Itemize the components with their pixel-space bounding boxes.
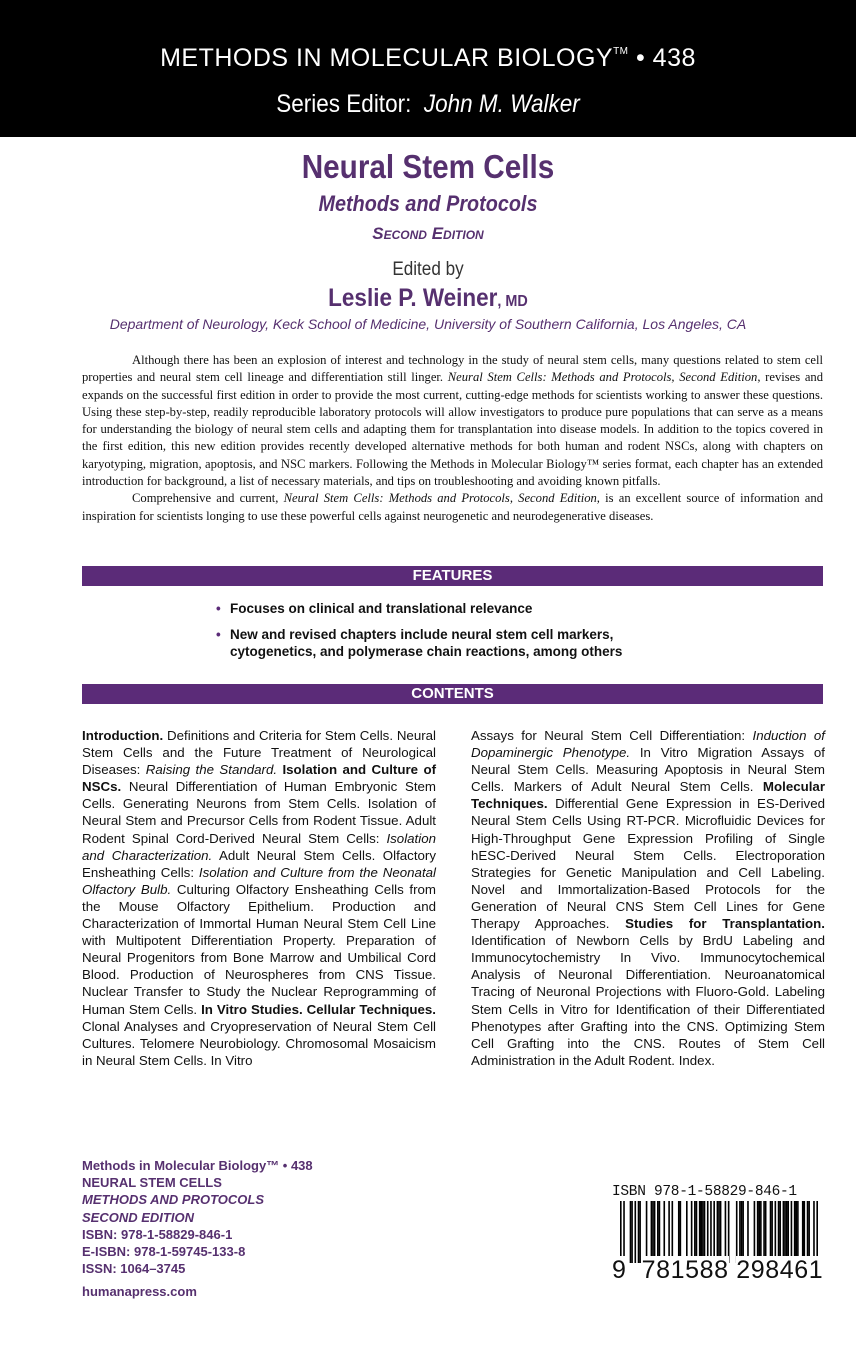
barcode-bar: [765, 1201, 767, 1263]
barcode-bar: [659, 1201, 661, 1263]
barcode-bar: [686, 1201, 688, 1263]
book-subtitle: Methods and Protocols: [318, 191, 538, 216]
text-segment: Although there has been an explosion of interest and technology in the study of neural stem cells, many questions related to stem cell properties and neural stem cell lineage and differentiation still linger.: [82, 353, 823, 385]
barcode-bar: [795, 1201, 797, 1263]
text-segment: Adult Neural Stem Cells. Olfactory Ensheathing Cells:: [82, 847, 436, 880]
barcode-bar: [672, 1201, 674, 1263]
series-header: [0, 0, 856, 137]
barcode-bar: [763, 1201, 765, 1263]
imprint-line: METHODS AND PROTOCOLS: [82, 1192, 265, 1208]
barcode-bar: [652, 1201, 654, 1263]
text-segment: Differential Gene Expression in ES-Derived Neural Stem Cells Using RT-PCR. Microfluidic Devices for High-Throughput Gene Expression Profiling of Single hESC-Derived Neural Stem Cells. Electroporation Strategies for Genetic Manipulation and Cell Labeling. Novel and Immortalization-Based Protocols for the Generation of Neural CNS Stem Cell Lines for Gene Therapy Approaches.: [471, 796, 825, 932]
editor-name: John M. Walker: [423, 90, 580, 118]
barcode-bar: [804, 1201, 806, 1263]
barcode-bar: [786, 1201, 788, 1263]
barcode-bar: [747, 1201, 749, 1263]
barcode-bar: [775, 1201, 777, 1263]
barcode-bar: [710, 1201, 712, 1263]
author-suffix: , MD: [497, 293, 528, 310]
barcode-bar: [808, 1201, 810, 1263]
text-segment: Neural Stem Cells: Methods and Protocols, Second Edition: [447, 370, 758, 385]
series-editor: [43, 90, 813, 119]
author-name: Leslie P. Weiner: [328, 284, 498, 312]
barcode-bar: [787, 1201, 789, 1263]
barcode-isbn-label: ISBN 978-1-58829-846-1: [612, 1184, 797, 1200]
text-segment: In Vitro Migration Assays of Neural Stem Cells. Measuring Apoptosis in Neural Stem Cells. Markers of Adult Neural Stem Cells.: [471, 745, 825, 795]
contents-heading: CONTENTS: [82, 684, 823, 704]
barcode-digits: [612, 1256, 823, 1285]
barcode-bar: [680, 1201, 682, 1263]
text-segment: Raising the Standard.: [145, 762, 278, 778]
barcode-bar: [694, 1201, 696, 1263]
barcode-bar: [696, 1201, 698, 1263]
text-segment: Isolation and Characterization.: [82, 830, 436, 863]
text-segment: Neural Stem Cells: Methods and Protocols, Second Edition,: [283, 491, 600, 506]
text-segment: In Vitro Studies. Cellular Techniques.: [201, 1001, 436, 1017]
text-segment: Clonal Analyses and Cryopreservation of Neural Stem Cell Cultures. Telomere Neurobiology. Chromosomal Mosaicism in Neural Stem Cells. In Vitro: [82, 1018, 436, 1068]
text-segment: Comprehensive and current,: [132, 491, 284, 506]
barcode-bar: [778, 1201, 780, 1263]
text-segment: Assays for Neural Stem Cell Differentiation:: [471, 728, 753, 743]
barcode-bar: [758, 1201, 760, 1263]
edited-by: Edited by: [392, 259, 464, 280]
barcode-bar: [741, 1201, 743, 1263]
text-segment: Identification of Newborn Cells by BrdU Labeling and Immunocytochemistry In Vivo. Immunocytochemical Analysis of Neuronal Differentiation. Neuroanatomical Tracing of Neuronal Projections with Fluoro-Gold. Labeling Stem Cells in Vitro for Identification of their Differentiated Phenotypes after Grafting into the CNS. Optimizing Stem Cell Grafting into the CNS. Routes of Stem Cell Administration in the Adult Rodent. Index.: [471, 933, 825, 1068]
barcode-bar: [783, 1201, 785, 1263]
barcode-bar: [771, 1201, 773, 1263]
barcode-bar: [707, 1201, 709, 1263]
barcode-bar: [807, 1201, 809, 1263]
features-heading: FEATURES: [82, 566, 823, 586]
barcode-bar: [779, 1201, 781, 1263]
barcode-bar: [794, 1201, 796, 1263]
imprint-block: [82, 1157, 313, 1301]
barcode-bar: [702, 1201, 704, 1263]
barcode-bar: [739, 1201, 741, 1263]
feature-item: • New and revised chapters include neural stem cell markers, cytogenetics, and polymerase chain reactions, among others: [230, 626, 650, 660]
barcode-bar: [736, 1201, 738, 1263]
barcode-group-1: 781588: [641, 1256, 729, 1284]
barcode-bar: [699, 1201, 701, 1263]
book-title: Neural Stem Cells: [301, 148, 555, 185]
barcode-bar: [657, 1201, 659, 1263]
barcode-bar: [638, 1201, 640, 1263]
barcode-bar: [634, 1201, 636, 1263]
barcode-bar: [754, 1201, 756, 1263]
text-segment: Induction of Dopaminergic Phenotype.: [471, 728, 825, 761]
imprint-line: NEURAL STEM CELLS: [82, 1175, 222, 1191]
barcode-bar: [728, 1201, 730, 1263]
imprint-line: E-ISBN: 978-1-59745-133-8: [82, 1244, 246, 1260]
series-name: METHODS IN MOLECULAR BIOLOGY: [160, 44, 614, 72]
text-segment: Molecular Techniques.: [471, 779, 825, 812]
barcode-bar: [630, 1201, 632, 1263]
barcode-bar: [654, 1201, 656, 1263]
barcode-bar: [713, 1201, 715, 1263]
isbn-barcode: [612, 1184, 826, 1296]
author: [43, 284, 813, 313]
barcode-bar: [757, 1201, 759, 1263]
barcode-bar: [802, 1201, 804, 1263]
barcode-bar: [784, 1201, 786, 1263]
barcode-bar: [651, 1201, 653, 1263]
barcode-bar: [663, 1201, 665, 1263]
imprint-line: SECOND EDITION: [82, 1209, 194, 1225]
editor-label: Series Editor:: [276, 90, 412, 118]
barcode-bar: [639, 1201, 641, 1263]
barcode-bar: [791, 1201, 793, 1263]
features-list: [230, 600, 650, 669]
barcode-bar: [678, 1201, 680, 1263]
barcode-bar: [704, 1201, 706, 1263]
barcode-bar: [725, 1201, 727, 1263]
barcode-bar: [700, 1201, 702, 1263]
barcode-bar: [770, 1201, 772, 1263]
trademark: TM: [613, 46, 629, 57]
series-title: [0, 44, 856, 73]
barcode-bar: [691, 1201, 693, 1263]
text-segment: Culturing Olfactory Ensheathing Cells from the Mouse Olfactory Epithelium. Production and Characterization of Immortal Human Neural Stem Cell Line with Multipotent Differentiation Property. Preparation of Neural Progenitors from Bone Marrow and Umbilical Cord Blood. Production of Neurospheres from CNS Tissue. Nuclear Transfer to Study the Nuclear Reprogramming of Human Stem Cells.: [82, 881, 437, 1017]
barcode-first-digit: 9: [612, 1256, 627, 1284]
affiliation: Department of Neurology, Keck School of Medicine, University of Southern California, Los Angeles, CA: [109, 316, 747, 332]
series-number: • 438: [635, 44, 696, 72]
barcode-bar: [631, 1201, 633, 1263]
text-segment: Definitions and Criteria for Stem Cells. Neural Stem Cells and the Future Treatment of Neurological Diseases:: [82, 728, 436, 778]
barcode-bar: [668, 1201, 670, 1263]
barcode-bar: [646, 1201, 648, 1263]
feature-item: • Focuses on clinical and translational relevance: [230, 600, 650, 617]
book-edition: Second Edition: [372, 224, 484, 243]
text-segment: Studies for Transplantation.: [625, 916, 825, 932]
barcode-group-2: 298461: [736, 1256, 824, 1284]
barcode-bar: [760, 1201, 762, 1263]
description: [82, 352, 823, 525]
text-segment: Neural Differentiation of Human Embryonic Stem Cells. Generating Neurons from Stem Cells. Isolation of Neural Stem and Precursor Cells from Rodent Tissue. Adult Rodent Spinal Cord-Derived Neural Stem Cells:: [82, 779, 436, 846]
contents-right-column: [471, 727, 825, 1069]
description-paragraph: [82, 490, 823, 525]
text-segment: Introduction.: [82, 728, 164, 743]
imprint-line: ISBN: 978-1-58829-846-1: [82, 1226, 233, 1242]
text-segment: Isolation and Culture from the Neonatal Olfactory Bulb.: [82, 864, 436, 897]
contents-left-column: [82, 727, 436, 1069]
text-segment: Isolation and Culture of NSCs.: [82, 762, 436, 795]
text-segment: , revises and expands on the successful first edition in order to provide the most current, cutting-edge methods for scientists working to answer these questions. Using these step-by-step, readily reproducible laboratory protocols will allow investigators to produce pure populations that can serve as a means for understanding the biology of neural stem cells and adapting them for transplantation into disease models. In addition to the topics covered in the first edition, this new edition provides recently developed alternative methods for both human and rodent NSCs, along with chapters on karyotyping, migration, apoptosis, and NSC markers. Following the Methods in Molecular Biology™ series format, each chapter has an extended introduction for background, a list of necessary materials, and tips on troubleshooting and avoiding known pitfalls.: [82, 370, 824, 489]
barcode-bar: [742, 1201, 744, 1263]
barcode-bar: [797, 1201, 799, 1263]
imprint-line: Methods in Molecular Biology™ • 438: [82, 1158, 313, 1173]
imprint-line: ISSN: 1064–3745: [82, 1261, 186, 1277]
description-paragraph: [82, 352, 823, 490]
text-segment: is an excellent source of information and inspiration for scientists longing to use these powerful cells against neurogenetic and neurodegenerative diseases.: [82, 491, 823, 523]
imprint-line: humanapress.com: [82, 1284, 197, 1300]
